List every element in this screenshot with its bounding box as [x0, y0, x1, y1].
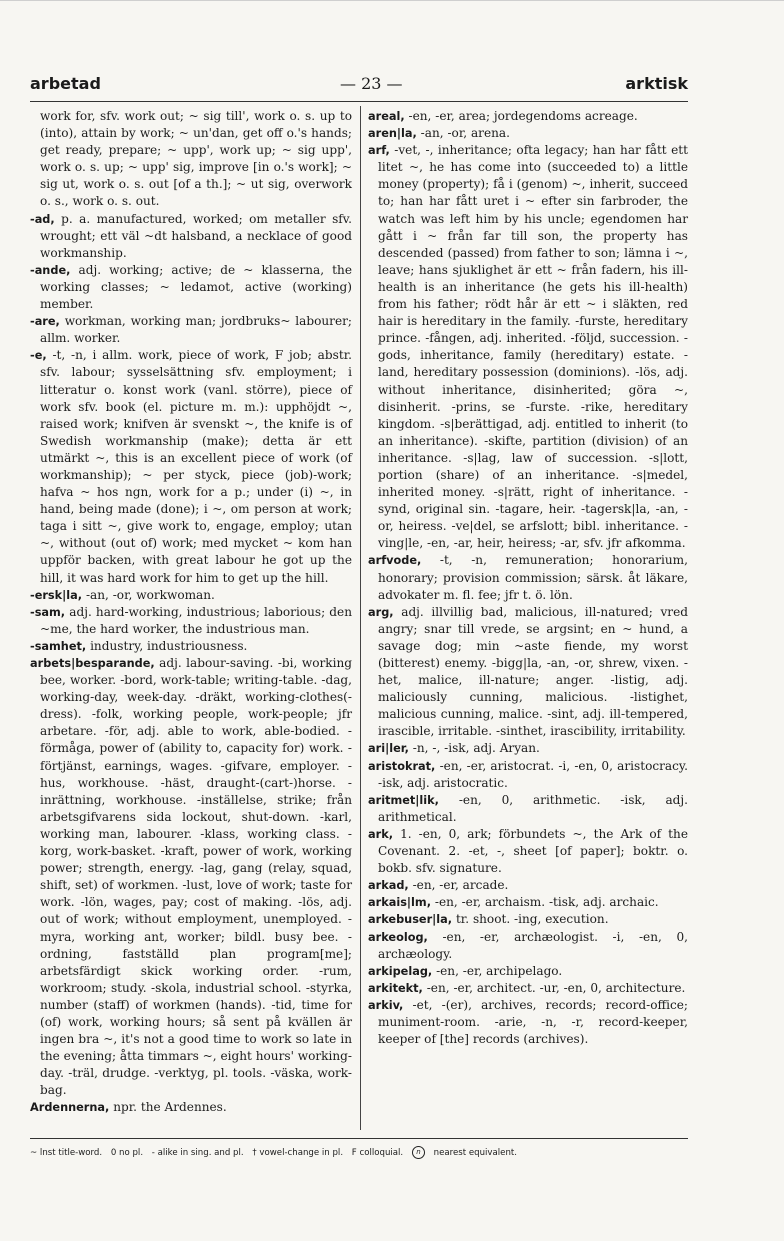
column-divider: [360, 106, 361, 1130]
entry-headword: -samhet,: [30, 639, 87, 653]
entry-text: -en, -er, aristocrat. -i, -en, 0, aristocracy. -isk, adj. aristocratic.: [378, 758, 688, 790]
entry: [368, 125, 688, 142]
entry-text: -an, -or, workwoman.: [85, 587, 215, 602]
entry-text: -n, -, -isk, adj. Aryan.: [412, 741, 540, 756]
entry-text: adj. working; active; de ~ klasserna, the working classes; ~ ledamot, active (working) member.: [40, 262, 352, 312]
entry: [30, 638, 352, 655]
entry: [368, 826, 688, 877]
entry: [368, 758, 688, 792]
entry: [368, 792, 688, 826]
entry-headword: arkitekt,: [368, 981, 423, 995]
entry: [368, 108, 688, 125]
entry: [30, 211, 352, 262]
entry-text: -en, -er, area; jordegendoms acreage.: [408, 109, 638, 123]
entry-text: workman, working man; jordbruks~ labourer; allm. worker.: [40, 314, 352, 346]
entry-headword: aritmet|lik,: [368, 793, 439, 807]
entry: [368, 142, 688, 552]
entry: [30, 587, 352, 604]
entry-text: 1. -en, 0, ark; förbundets ~, the Ark of the Covenant. 2. -et, -, sheet [of paper]; boktr. o. bokb. sfv. signature.: [378, 826, 688, 876]
abbreviation-key: [30, 1146, 688, 1159]
entry-headword: -ande,: [30, 263, 71, 277]
entry: [368, 877, 688, 894]
entry-text: -en, -er, archipelago.: [436, 963, 563, 978]
entry: [368, 552, 688, 603]
entry-headword: ari|ler,: [368, 742, 409, 756]
entry-text: npr. the Ardennes.: [113, 1100, 227, 1115]
entry-headword: -sam,: [30, 605, 66, 619]
key-title-word: ~ lnst title-word.: [30, 1148, 103, 1158]
entry-text: -en, 0, arithmetic. -isk, adj. arithmetical.: [378, 792, 688, 824]
entry: [368, 894, 688, 911]
left-guide-word: arbetad: [30, 74, 101, 93]
entry-headword: aristokrat,: [368, 759, 436, 773]
entry: [30, 108, 352, 211]
entry-headword: arkad,: [368, 879, 409, 893]
entry: [30, 347, 352, 586]
entry-headword: arkiv,: [368, 998, 404, 1012]
entry-headword: -ersk|la,: [30, 588, 83, 602]
entry: [368, 929, 688, 963]
entry: [30, 313, 352, 347]
entry-headword: arg,: [368, 605, 394, 619]
left-column: [30, 108, 352, 1117]
entry-text: adj. hard-working, industrious; laborious; den ~me, the hard worker, the industrious man.: [40, 604, 352, 636]
entry: [30, 655, 352, 1099]
entry-text: industry, industriousness.: [90, 638, 248, 653]
entry-headword: Ardennerna,: [30, 1101, 110, 1115]
page-number: — 23 —: [340, 74, 403, 93]
entry: [368, 604, 688, 741]
entry-text: -vet, -, inheritance; ofta legacy; han har fått ett litet ~, he has come into (succeeded to) a little money (property); få i (genom) ~, inherit, succeed to; han har fått uret i ~ efter sin farbroder, the watch was left him by his uncle; egendomen har gått i ~ från far till son, the property has descended (passed) from father to son; lämna i ~, leave; hans sjuklighet är ett ~ från fadern, his ill-health is an inheritance (he gets his ill-health) from his father; rödt hår är ett ~ i släkten, red hair is hereditary in the family. -furste, hereditary prince. -fången, adj. inherited. -följd, succession. -gods, inheritance, family (hereditary) estate. -land, hereditary possession (dominions). -lös, adj. without inheritance, disinherited; göra ~, disinherit. -prins, se -furste. -rike, hereditary kingdom. -s|berättigad, adj. entitled to inherit (to an inheritance). -skifte, partition (division) of an inheritance. -s|lag, law of succession. -s|lott, portion (share) of an inheritance. -s|medel, inherited money. -s|rätt, right of inheritance. -synd, original sin. -tagare, heir. -tagersk|la, -an, -or, heiress. -ve|del, se arfslott; bibl. inheritance. -ving|le, -en, -ar, heir, heiress; -ar, sfv. jfr afkomma.: [378, 143, 688, 551]
entry-headword: -are,: [30, 315, 60, 329]
entry-text: tr. shoot. -ing, execution.: [455, 912, 609, 927]
key-no-plural: 0 no pl.: [110, 1148, 144, 1158]
entry: [368, 980, 688, 997]
right-column: [368, 108, 688, 1048]
entry-text: -an, -or, arena.: [420, 126, 510, 141]
entry: [368, 911, 688, 928]
nearest-equivalent-icon: n: [412, 1146, 425, 1159]
entry-text: work for, sfv. work out; ~ sig till', work o. s. up to (into), attain by work; ~ un'dan, get off o.'s hands; get ready, prepare; ~ upp', work up; ~ sig upp', work o. s. up; ~ upp' sig, improve [in o.'s work]; ~ sig ut, work o. s. out [of a th.]; ~ ut sig, overwork o. s., work o. s. out.: [40, 109, 352, 209]
entry: [30, 262, 352, 313]
entry-text: -t, -n, i allm. work, piece of work, F job; abstr. sfv. labour; sysselsättning sfv. employment; i litteratur o. konst work (vanl. större), piece of work sfv. book (el. picture m. m.): upphöjdt ~, raised work; knifven är svenskt ~, the knife is of Swedish workmanship (make); detta är ett utmärkt ~, this is an excellent piece of work (of workmanship); ~ per styck, piece (job)-work; hafva ~ hos ngn, work for a p.; under (i) ~, in hand, being made (done); i ~, om person at work; taga i sitt ~, give work to, engage, employ; utan ~, without (out of) work; med mycket ~ kom han uppför backen, with great labour he got up the hill, it was hard work for him to get up the hill.: [40, 348, 352, 585]
entry-text: -en, -er, archæologist. -i, -en, 0, archæology.: [378, 929, 688, 961]
entry-headword: -ad,: [30, 212, 55, 226]
entry-headword: ark,: [368, 827, 393, 841]
entry-text: p. a. manufactured, worked; om metaller sfv. wrought; ett väl ~dt halsband, a necklace of good workmanship.: [40, 211, 352, 260]
entry: [368, 997, 688, 1048]
entry-text: -t, -n, remuneration; honorarium, honorary; provision commission; särsk. åt läkare, advokater m. fl. fee; jfr t. ö. lön.: [378, 553, 688, 602]
entry-headword: arbets|besparande,: [30, 657, 155, 670]
right-guide-word: arktisk: [625, 74, 688, 93]
entry-text: -en, -er, architect. -ur, -en, 0, architecture.: [426, 980, 686, 995]
entry-headword: arf,: [368, 144, 390, 158]
entry: [368, 963, 688, 980]
entry-headword: arfvode,: [368, 554, 422, 568]
header-rule: [30, 101, 688, 102]
key-colloquial: F colloquial.: [351, 1148, 404, 1158]
entry-headword: arkipelag,: [368, 964, 433, 978]
footer-rule: [30, 1138, 688, 1139]
entry: [30, 1099, 352, 1116]
entry-headword: areal,: [368, 110, 405, 123]
running-header: [30, 74, 688, 98]
entry-text: -en, -er, arcade.: [412, 878, 509, 893]
entry-headword: aren|la,: [368, 127, 417, 141]
key-nearest-equivalent: nearest equivalent.: [433, 1148, 518, 1158]
entry-headword: -e,: [30, 349, 47, 363]
entry-headword: arkais|lm,: [368, 896, 431, 910]
key-alike: - alike in sing. and pl.: [151, 1148, 244, 1158]
entry: [30, 604, 352, 638]
scan-edge-line: [0, 0, 784, 1]
entry-headword: arkeolog,: [368, 930, 428, 944]
entry-text: -et, -(er), archives, records; record-office; muniment-room. -arie, -n, -r, record-keeper, keeper of [the] records (archives).: [378, 997, 688, 1047]
entry: [368, 740, 688, 757]
entry-text: -en, -er, archaism. -tisk, adj. archaic.: [434, 895, 659, 910]
entry-text: adj. illvillig bad, malicious, ill-natured; vred angry; snar till vrede, se argsint; en ~ hund, a savage dog; min ~aste fiende, my worst (bitterest) enemy. -bigg|la, -an, -or, shrew, vixen. -het, malice, ill-nature; anger. -listig, adj. maliciously cunning, malicious. -listighet, malicious cunning, malice. -sint, adj. ill-tempered, irascible, irritable. -sinthet, irascibility, irritability.: [378, 604, 688, 739]
entry-headword: arkebuser|la,: [368, 913, 453, 927]
key-vowel-change: † vowel-change in pl.: [252, 1148, 344, 1158]
entry-text: adj. labour-saving. -bi, working bee, worker. -bord, work-table; writing-table. -dag, working-day, week-day. -dräkt, working-clothes(-dress). -folk, working people, work-people; jfr arbetare. -för, adj. able to work, able-bodied. -förmåga, power of (ability to, capacity for) work. -förtjänst, earnings, wages. -gifvare, employer. -hus, workhouse. -häst, draught-(cart-)horse. -inrättning, workhouse. -inställelse, strike; från arbetsgifvarens sida lockout, shut-down. -karl, working man, labourer. -klass, working class. -korg, work-basket. -kraft, power of work, working power; strength, energy. -lag, gang (relay, squad, shift, set) of workmen. -lust, love of work; taste for work. -lön, wages, pay; cost of making. -lös, adj. out of work; without employment, unemployed. -myra, working ant, worker; bildl. busy bee. -ordning, fastställd plan program[me]; arbetsfärdigt skick working order. -rum, workroom; study. -skola, industrial school. -styrka, number (staff) of workmen (hands). -tid, time for (of) work, working hours; så sent på kvällen är ingen bra ~, it's not a good time to work so late in the evening; åtta timmars ~, eight hours' working-day. -träl, drudge. -verktyg, pl. tools. -väska, work-bag.: [40, 656, 352, 1098]
